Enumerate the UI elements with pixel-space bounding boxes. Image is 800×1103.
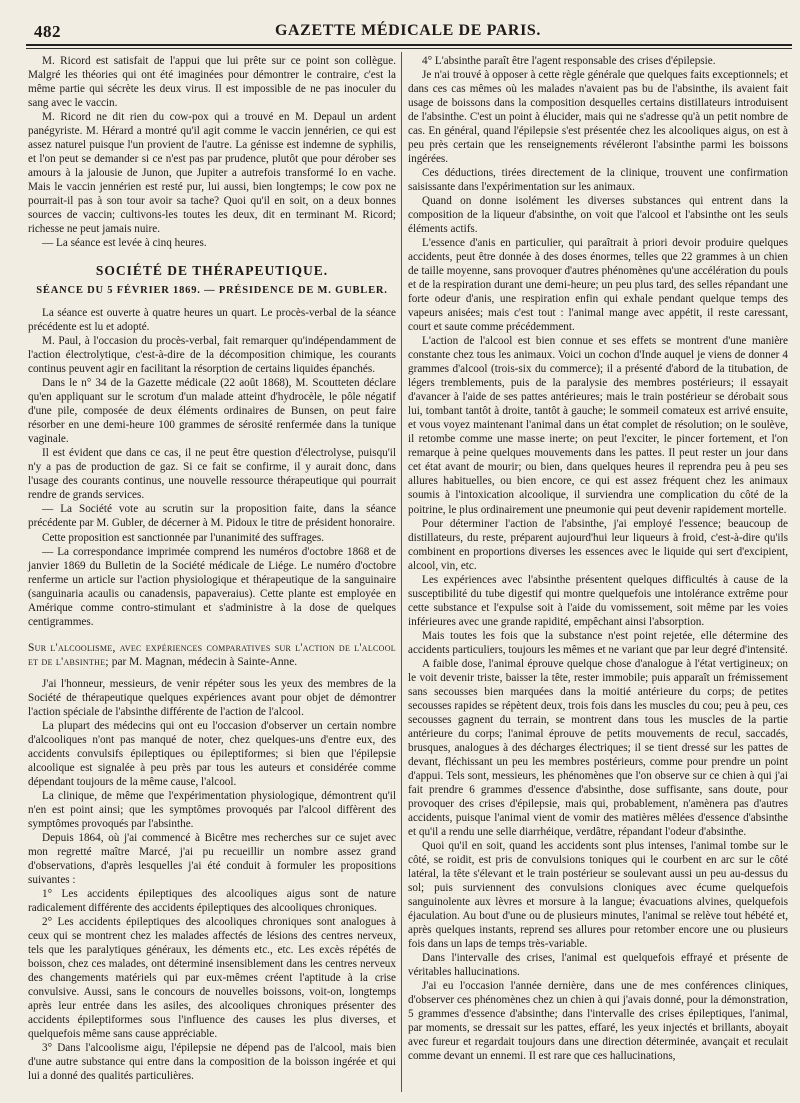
paragraph: L'essence d'anis en particulier, qui paraîtrait à priori devoir produire quelques accidents, peut être donnée à des doses énormes, telles que 22 grammes à un chien de taille moyenne, sans provoquer d'autres phénomènes qu'une accélération du pouls et de la respiration durant une demi-heure; un peu plus tard, des selles répandant une forte odeur d'anis, une respiration enfin qui exhale pendant quelque temps des vapeurs anisées; mais c'est tout : l'animal mange avec appétit, il reste caressant, court et saute comme précédemment. <box>408 237 788 334</box>
paragraph: J'ai l'honneur, messieurs, de venir répéter sous les yeux des membres de la Société de thérapeutique quelques expériences avant pour objet de démontrer l'action spéciale de l'absinthe différente de l'action de l'alcool. <box>28 677 396 718</box>
session-line: SÉANCE DU 5 FÉVRIER 1869. — PRÉSIDENCE DE M. GUBLER. <box>36 285 388 297</box>
page-number: 482 <box>34 22 61 41</box>
article-title-line <box>28 641 396 669</box>
paragraph: J'ai eu l'occasion l'année dernière, dans une de mes conférences cliniques, d'observer ces phénomènes chez un chien à qui j'avais donné, pour la démonstration, 5 grammes d'essence d'absinthe; dans l'intervalle des crises épileptiques, l'animal, par moments, se dressait sur les pattes, effaré, les yeux injectés et brillants, aboyait avec fureur et regardait toujours dans une direction déterminée, avançait et reculait comme devant un ennemi. Il est rare que ces hallucinations, <box>408 980 788 1063</box>
paragraph: Quand on donne isolément les diverses substances qui entrent dans la composition de la liqueur d'absinthe, on voit que l'alcool et l'absinthe ont les seuls éléments actifs. <box>408 195 788 236</box>
paragraph: La plupart des médecins qui ont eu l'occasion d'observer un certain nombre d'alcooliques n'ont pas manqué de noter, chez quelques-uns d'entre eux, des accidents convulsifs épileptiques ou épileptiformes; si bien que l'épilepsie alcoolique est signalée à peu près par tous les auteurs et considérée comme dépendant toujours de la même cause, l'alcool. <box>28 719 396 788</box>
paragraph: La clinique, de même que l'expérimentation physiologique, démontrent qu'il n'en est point ainsi; que les symptômes provoqués par l'alcool diffèrent des symptômes provoqués par l'absinthe. <box>28 789 396 830</box>
paragraph: L'action de l'alcool est bien connue et ses effets se montrent d'une manière constante chez tous les animaux. Voici un cochon d'Inde auquel je viens de donner 4 grammes d'alcool (trois-six du commerce); il a présenté d'abord de la titubation, de légers tremblements, puis de la paralysie des membres postérieurs; il essayait d'avancer à l'aide de ses pattes antérieures; mais le train postérieur se dérobait sous lui, tombant tantôt à droite, tantôt à gauche; le sommeil comateux est arrivé ensuite, et vous voyez maintenant l'animal dans un état complet de résolution; on le soulève, il retombe comme une masse inerte; on peut l'exciter, le pincer fortement, et l'on remarque à peine quelques mouvements dans les pattes. Il peut rester un jour dans cet état avant de mourir; ou bien, dans quelques heures il reprendra peu à peu ses allures habituelles, ou bien encore, ce qui est assez fréquent chez les animaux soumis à l'intoxication alcoolique, il surviendra une complication du côté de la poitrine, le plus ordinairement une pneumonie qui peut devenir rapidement mortelle. <box>408 335 788 516</box>
article-author: par M. Magnan, médecin à Sainte-Anne. <box>111 655 298 668</box>
paragraph: — La Société vote au scrutin sur la proposition faite, dans la séance précédente par M. Gubler, de décerner à M. Pidoux le titre de président honoraire. <box>28 503 396 530</box>
right-column <box>408 54 788 1063</box>
paragraph: Quoi qu'il en soit, quand les accidents sont plus intenses, l'animal tombe sur le côté, se roidit, est pris de convulsions toniques qui le courbent en arc sur le côté latéral, la tête s'élevant et le train postérieur se soulevant aussi un peu au-dessus du sol; puis surviennent des convulsions cloniques avec écume quelquefois sanguinolente aux lèvres et morsure à la langue; évacuations alvines, quelquefois éjaculation. Au bout d'une ou de plusieurs minutes, l'animal se relève tout hébété et, après quelques instants, reprend ses allures pour retomber encore une ou plusieurs fois dans un laps de temps très-variable. <box>408 839 788 950</box>
paragraph: M. Ricord ne dit rien du cow-pox qui a trouvé en M. Depaul un ardent panégyriste. M. Hérard a montré qu'il agit comme le vaccin jennérien, ce qui est assez naturel puisque l'un provient de l'autre. La génisse est indemne de syphilis, et l'on peut se demander si ce n'est pas par prudence, plutôt que pour dérober ses amours à la jalousie de Junon, que Jupiter a autrefois transformé Io en vache. Mais le vaccin jennérien est resté pur, lui aussi, bien longtemps; le cow pox ne pourrait-il pas à son tour avoir sa tache? Quoi qu'il en soit, on a deux bonnes sources de vaccin; cultivons-les toutes les deux, dit en terminant M. Ricord; richesse ne peut jamais nuire. <box>28 111 396 236</box>
paragraph: Cette proposition est sanctionnée par l'unanimité des suffrages. <box>42 531 325 544</box>
paragraph: 1° Les accidents épileptiques des alcooliques aigus sont de nature radicalement différente des accidents épileptiques des alcooliques chroniques. <box>28 887 396 914</box>
paragraph: Mais toutes les fois que la substance n'est point rejetée, elle détermine des accidents particuliers, toujours les mêmes et ne variant que par leur degré d'intensité. <box>408 629 788 656</box>
article-title: Sur l'alcoolisme, avec expériences comparatives sur l'action de l'alcool et de l'absinthe; <box>28 641 396 668</box>
journal-title: GAZETTE MÉDICALE DE PARIS. <box>274 22 541 39</box>
paragraph: Dans l'intervalle des crises, l'animal est quelquefois effrayé et présente de véritables hallucinations. <box>408 952 788 979</box>
left-column <box>28 54 396 1083</box>
paragraph: Dans le n° 34 de la Gazette médicale (22 août 1868), M. Scoutteten déclare qu'en appliquant sur le scrotum d'un malade atteint d'hydrocèle, le pôle négatif d'une pile, composée de deux éléments ordinaires de Bunsen, on peut faire résorber en une demi-heure 100 grammes de sérosité renfermée dans la tunique vaginale. <box>28 377 396 446</box>
paragraph: 2° Les accidents épileptiques des alcooliques chroniques sont analogues à ceux qui se montrent chez les malades affectés de lésions des centres nerveux, tels que les paralytiques généraux, les déments etc., etc. Les excès répétés de boisson, chez ces malades, ont déterminé insensiblement dans les centres nerveux des changements matériels qui par eux-mêmes créent l'aptitude à la crise convulsive. Aussi, sans le concours de nouvelles boissons, voit-on, longtemps après leur entrée dans les asiles, des alcooliques chroniques présenter des accidents épileptiformes sous l'influence des causes les plus diverses, et quelquefois même sans cause appréciable. <box>28 915 396 1041</box>
paragraph: Je n'ai trouvé à opposer à cette règle générale que quelques faits exceptionnels; et dans ces cas mêmes où les malades n'avaient pas bu de l'absinthe, ils avaient fait usage de boissons dans la composition desquelles certains distillateurs introduisent de l'absinthe. C'est un point à élucider, mais qui ne s'adresse qu'à un petit nombre de cas. En général, quand l'épilepsie s'est présentée chez les alcooliques aigus, on est à peu près certain que les renseignements révéleront l'absinthe parmi les boissons ingérées. <box>408 69 788 166</box>
section-title: SOCIÉTÉ DE THÉRAPEUTIQUE. <box>95 263 329 279</box>
paragraph: Les expériences avec l'absinthe présentent quelques difficultés à cause de la susceptibilité du tube digestif qui montre quelquefois une intolérance extrême pour cette substance et l'expulse soit à l'aide du vomissement, soit même par les voies inférieures avec une grande rapidité, empêchant ainsi l'absorption. <box>408 573 788 628</box>
paragraph: Il est évident que dans ce cas, il ne peut être question d'électrolyse, puisqu'il n'y a pas de production de gaz. Si ce fait se confirme, il y aurait donc, dans l'usage des courants continus, une nouvelle ressource thérapeutique qui pourrait rendre de grands services. <box>28 447 396 502</box>
paragraph: Ces déductions, tirées directement de la clinique, trouvent une confirmation saisissante dans l'expérimentation sur les animaux. <box>408 167 788 194</box>
paragraph: M. Paul, à l'occasion du procès-verbal, fait remarquer qu'indépendamment de l'action électrolytique, c'est-à-dire de la décomposition chimique, les courants continus peuvent agir en facilitant la résorption de certains liquides épanchés. <box>28 335 396 376</box>
paragraph: La séance est ouverte à quatre heures un quart. Le procès-verbal de la séance précédente est lu et adopté. <box>28 307 396 334</box>
paragraph: — La correspondance imprimée comprend les numéros d'octobre 1868 et de janvier 1869 du Bulletin de la Société médicale de Liége. Le numéro d'octobre renferme un article sur l'action physiologique et thérapeutique de la sanguinaire (sanguinaria acaulis ou canadensis, papaveraius). Cette plante est employée en Amérique comme contro-stimulant et s'administre à la dose de quelques centigrammes. <box>28 545 396 628</box>
paragraph: A faible dose, l'animal éprouve quelque chose d'analogue à l'état vertigineux; on le voit devenir triste, baisser la tête, rester immobile; puis apparaît un frémissement sans secousses bien marquées dans la moitié antérieure du corps; de petites secousses rapides se répètent deux, trois fois dans les muscles du cou; peu à peu, ces secousses gagnent du terrain, se montrent dans tous les muscles de la partie antérieure du corps; l'animal éprouve de petits mouvements de recul, saccadés, brusques, analogues à des décharges électriques; il se tient dressé sur les pattes de devant, fléchissant un peu les membres postérieurs, comme pour prendre un point d'appui. Tels sont, messieurs, les phénomènes que l'on observe sur ce chien à qui j'ai fait prendre 6 grammes d'essence d'absinthe, dose suffisante, sans doute, pour provoquer des crises d'épilepsie, mais qui, probablement, n'amènera pas d'autres accidents, puisque l'animal vient de vomir des matières mêlées d'essence d'absinthe et qu'il a rendu une selle diarrhéique, verdâtre, répandant l'odeur d'absinthe. <box>408 657 788 838</box>
column-divider <box>401 52 402 1092</box>
page-header <box>26 20 790 42</box>
header-rule <box>26 44 792 46</box>
paragraph: 4° L'absinthe paraît être l'agent responsable des crises d'épilepsie. <box>422 55 716 67</box>
paragraph: Depuis 1864, où j'ai commencé à Bicêtre mes recherches sur ce sujet avec mon regretté maître Marcé, j'ai pu recueillir un nombre assez grand d'observations, d'après lesquelles j'ai été conduit à formuler les propositions suivantes : <box>28 831 396 886</box>
paragraph: Pour déterminer l'action de l'absinthe, j'ai employé l'essence; beaucoup de distillateurs, du reste, préparent aujourd'hui leur liqueurs à froid, c'est-à-dire qu'ils combinent en proportions diverses les essences avec le liquide qui sert d'excipient, alcool, vin, etc. <box>408 517 788 572</box>
paragraph: M. Ricord est satisfait de l'appui que lui prête sur ce point son collègue. Malgré les théories qui ont été imaginées pour démontrer le contraire, c'est la même partie qui sécrète les deux virus. Il est impossible de ne pas inoculer du sang avec le vaccin. <box>28 55 396 110</box>
paragraph: — La séance est levée à cinq heures. <box>42 237 207 250</box>
header-rule-thin <box>26 48 792 49</box>
paragraph: 3° Dans l'alcoolisme aigu, l'épilepsie ne dépend pas de l'alcool, mais bien d'une autre substance qui entre dans la composition de la boisson ingérée et qui lui a donné des qualités particulières. <box>28 1042 396 1083</box>
